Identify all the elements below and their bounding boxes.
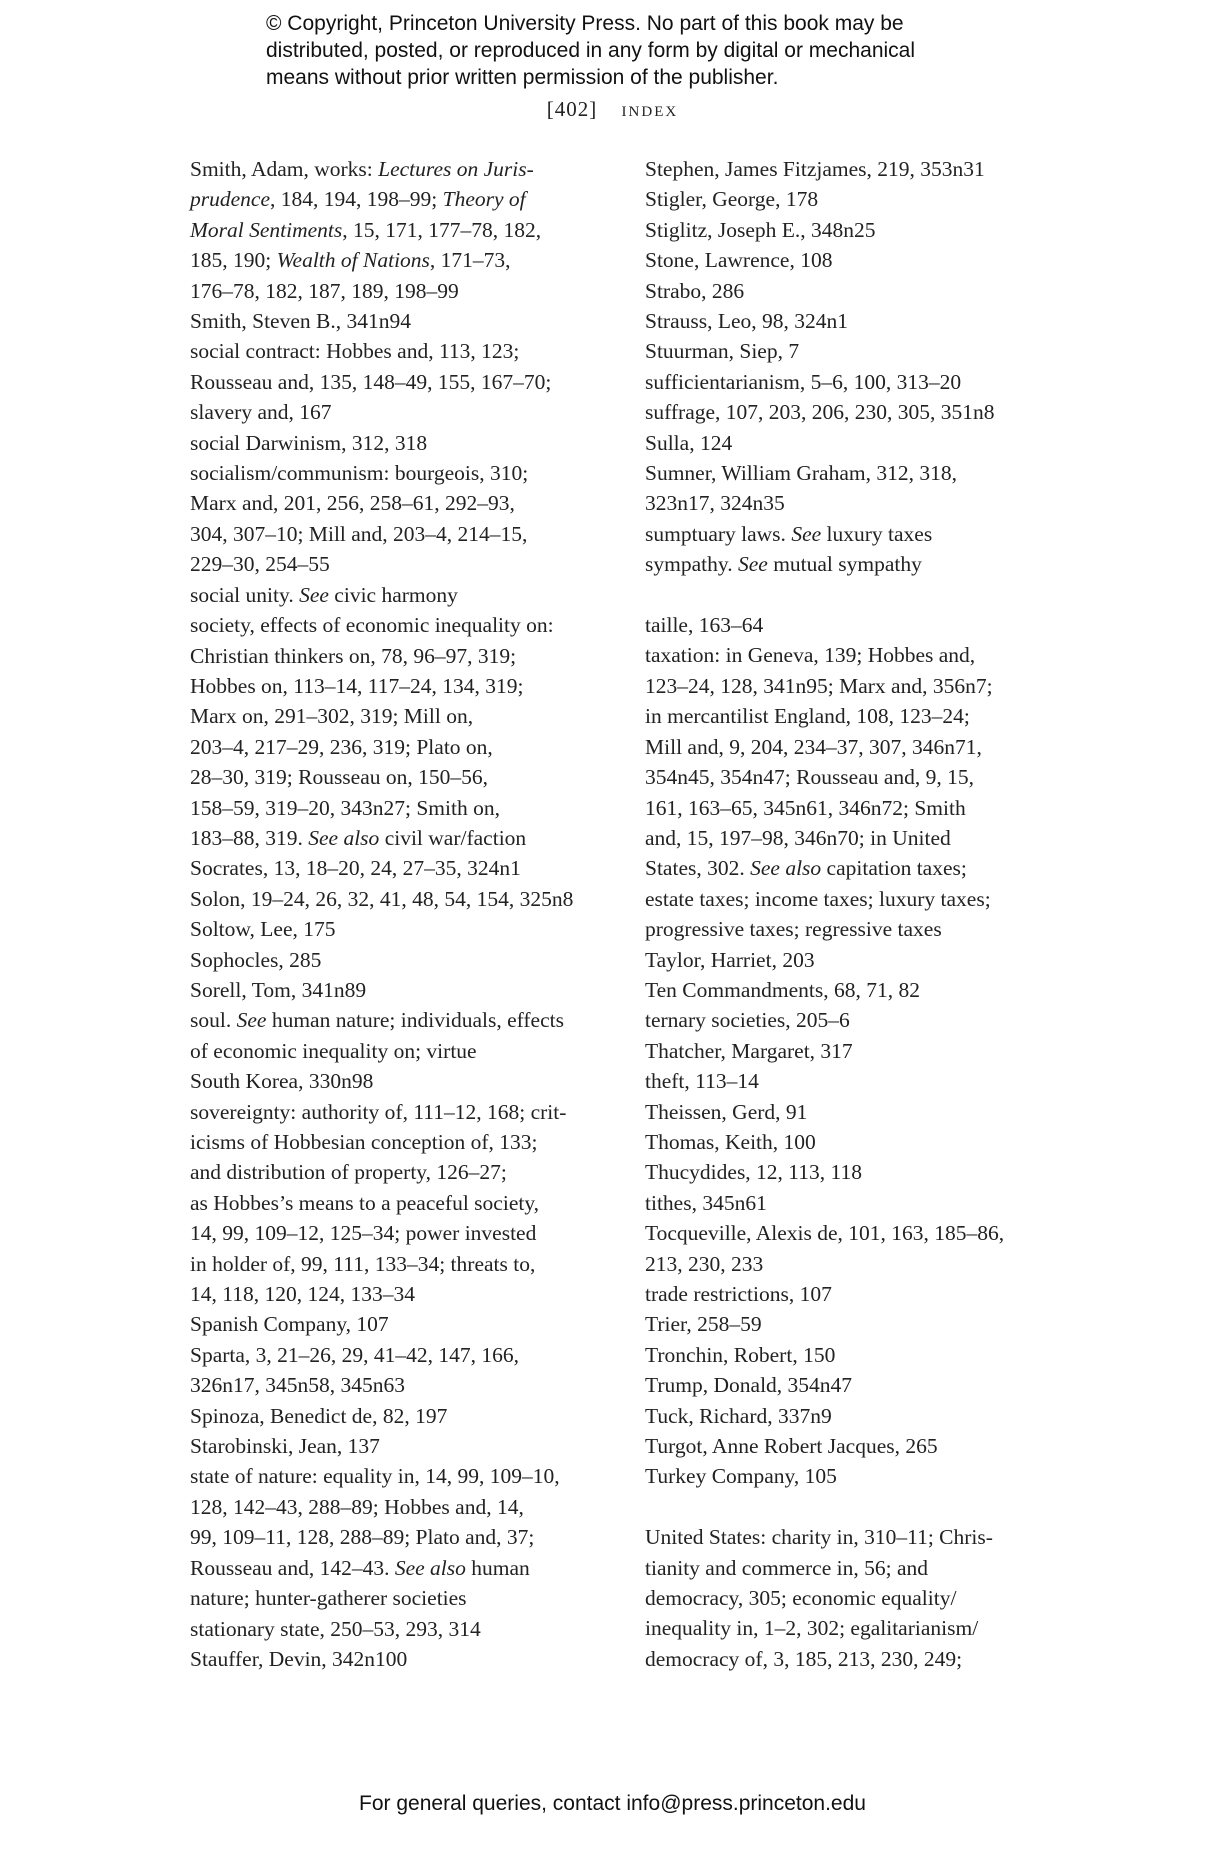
index-text: luxury taxes xyxy=(821,521,933,546)
index-text: social unity. xyxy=(190,582,300,607)
index-text: 158–59, 319–20, 343n27; Smith on, xyxy=(190,795,500,820)
index-entry-line xyxy=(645,184,1065,214)
index-text: in mercantilist England, 108, 123–24; xyxy=(645,704,970,729)
index-text: 123–24, 128, 341n95; Marx and, 356n7; xyxy=(645,673,993,698)
index-entry-line xyxy=(190,1340,610,1370)
index-text: trade restrictions, 107 xyxy=(645,1282,832,1307)
index-entry-line xyxy=(190,580,610,610)
index-entry-line xyxy=(190,245,610,275)
index-italic-text: See also xyxy=(750,856,822,881)
index-text: tithes, 345n61 xyxy=(645,1190,767,1215)
index-entry-line xyxy=(190,1279,610,1309)
index-text: , 184, 194, 198–99; xyxy=(270,187,443,212)
index-entry-line xyxy=(645,975,1065,1005)
index-entry-line xyxy=(645,732,1065,762)
index-text: civic harmony xyxy=(328,582,458,607)
index-entry-line xyxy=(645,276,1065,306)
index-text: inequality in, 1–2, 302; egalitarianism/ xyxy=(645,1616,979,1641)
index-text: South Korea, 330n98 xyxy=(190,1069,374,1094)
index-text: Stephen, James Fitzjames, 219, 353n31 xyxy=(645,157,985,181)
index-text: Thucydides, 12, 113, 118 xyxy=(645,1160,862,1185)
index-text: Tocqueville, Alexis de, 101, 163, 185–86, xyxy=(645,1221,1005,1246)
index-entry-line xyxy=(645,1340,1065,1370)
index-entry xyxy=(190,884,610,914)
index-entry-line xyxy=(645,1613,1065,1643)
index-entry-line xyxy=(645,428,1065,458)
index-text: state of nature: equality in, 14, 99, 109–10, xyxy=(190,1464,560,1489)
index-entry-line xyxy=(645,1157,1065,1187)
running-head xyxy=(0,97,1225,122)
index-entry-line xyxy=(190,488,610,518)
index-entry xyxy=(645,184,1065,214)
index-text: and distribution of property, 126–27; xyxy=(190,1160,507,1185)
index-text: Stuurman, Siep, 7 xyxy=(645,339,800,364)
index-entry-line xyxy=(190,1097,610,1127)
index-entry-line xyxy=(190,519,610,549)
index-text: , 171–73, xyxy=(429,248,511,273)
index-text: suffrage, 107, 203, 206, 230, 305, 351n8 xyxy=(645,400,995,425)
index-entry-line xyxy=(645,245,1065,275)
index-text: Stauffer, Devin, 342n100 xyxy=(190,1646,408,1671)
index-entry xyxy=(645,306,1065,336)
index-text: Starobinski, Jean, 137 xyxy=(190,1434,380,1459)
index-text: Tronchin, Robert, 150 xyxy=(645,1342,836,1367)
index-entry xyxy=(190,154,610,306)
index-entry xyxy=(645,1522,1065,1674)
index-entry-line xyxy=(645,488,1065,518)
index-entry-line xyxy=(190,215,610,245)
index-text: 161, 163–65, 345n61, 346n72; Smith xyxy=(645,795,966,820)
index-text: society, effects of economic inequality on: xyxy=(190,613,554,638)
index-text: tianity and commerce in, 56; and xyxy=(645,1555,928,1580)
index-text: 323n17, 324n35 xyxy=(645,491,785,516)
index-entry xyxy=(645,1066,1065,1096)
index-entry-line xyxy=(190,549,610,579)
index-entry xyxy=(645,1127,1065,1157)
index-entry-line xyxy=(645,853,1065,883)
index-text: Sumner, William Graham, 312, 318, xyxy=(645,461,957,486)
index-entry xyxy=(645,154,1065,184)
index-text: taille, 163–64 xyxy=(645,613,764,638)
index-text: soul. xyxy=(190,1008,237,1033)
index-text: 304, 307–10; Mill and, 203–4, 214–15, xyxy=(190,521,528,546)
index-text: icisms of Hobbesian conception of, 133; xyxy=(190,1130,538,1154)
index-entry-line xyxy=(190,1249,610,1279)
index-entry xyxy=(645,549,1065,579)
index-entry-line xyxy=(645,1553,1065,1583)
index-entry-line xyxy=(645,1066,1065,1096)
index-entry-line xyxy=(190,945,610,975)
index-entry xyxy=(645,458,1065,519)
index-entry-line xyxy=(190,1461,610,1491)
index-entry-line xyxy=(190,1066,610,1096)
index-text: sufficientarianism, 5–6, 100, 313–20 xyxy=(645,369,962,394)
index-text: Sophocles, 285 xyxy=(190,947,322,972)
index-entry xyxy=(645,640,1065,944)
index-entry-line xyxy=(645,1036,1065,1066)
index-entry xyxy=(645,1218,1065,1279)
index-entry-line xyxy=(190,306,610,336)
index-entry-line xyxy=(645,306,1065,336)
index-entry xyxy=(645,610,1065,640)
index-entry-line xyxy=(645,1309,1065,1339)
index-italic-text: Lectures on Juris- xyxy=(378,157,534,181)
index-italic-text: See also xyxy=(394,1555,466,1580)
index-entry-line xyxy=(190,1309,610,1339)
index-entry xyxy=(190,914,610,944)
index-text: 213, 230, 233 xyxy=(645,1251,764,1276)
index-entry xyxy=(190,1097,610,1310)
index-entry-line xyxy=(190,276,610,306)
index-italic-text: Moral Sentiments xyxy=(190,217,343,242)
index-text: , 15, 171, 177–78, 182, xyxy=(342,217,542,242)
index-entry-line xyxy=(190,1553,610,1583)
index-entry xyxy=(645,1309,1065,1339)
index-entry-line xyxy=(645,671,1065,701)
index-text: as Hobbes’s means to a peaceful society, xyxy=(190,1190,540,1215)
index-entry xyxy=(645,1005,1065,1035)
index-entry xyxy=(645,945,1065,975)
index-text: Tuck, Richard, 337n9 xyxy=(645,1403,832,1428)
index-text: social Darwinism, 312, 318 xyxy=(190,430,428,455)
index-italic-text: Theory of xyxy=(442,187,526,212)
index-text: taxation: in Geneva, 139; Hobbes and, xyxy=(645,643,976,668)
index-entry-line xyxy=(645,610,1065,640)
index-italic-text: Wealth of Nations xyxy=(276,248,430,273)
index-text: States, 302. xyxy=(645,856,751,881)
index-entry-line xyxy=(645,1188,1065,1218)
index-italic-text: prudence xyxy=(190,187,270,212)
index-entry-line xyxy=(190,1036,610,1066)
index-entry-line xyxy=(190,458,610,488)
index-entry-line xyxy=(190,732,610,762)
index-entry-line xyxy=(190,1492,610,1522)
index-entry xyxy=(645,1097,1065,1127)
index-entry-line xyxy=(190,1401,610,1431)
index-entry-line xyxy=(190,1127,610,1157)
index-entry-line xyxy=(190,975,610,1005)
index-entry-line xyxy=(190,1157,610,1187)
index-column-right xyxy=(645,154,1065,1674)
index-entry-line xyxy=(645,1522,1065,1552)
index-text: United States: charity in, 310–11; Chris- xyxy=(645,1525,993,1550)
index-text: Strauss, Leo, 98, 324n1 xyxy=(645,309,849,334)
index-entry-line xyxy=(645,884,1065,914)
index-entry-line xyxy=(190,1522,610,1552)
index-entry-line xyxy=(645,1431,1065,1461)
index-entry xyxy=(645,336,1065,366)
index-entry xyxy=(190,1005,610,1066)
index-text: Rousseau and, 135, 148–49, 155, 167–70; xyxy=(190,369,552,394)
index-entry-line xyxy=(190,701,610,731)
index-entry-line xyxy=(645,762,1065,792)
index-entry-line xyxy=(645,519,1065,549)
index-entry xyxy=(645,1157,1065,1187)
index-text: estate taxes; income taxes; luxury taxes; xyxy=(645,886,991,911)
index-text: Trump, Donald, 354n47 xyxy=(645,1373,853,1398)
index-text: 14, 99, 109–12, 125–34; power invested xyxy=(190,1221,537,1246)
index-text: Thatcher, Margaret, 317 xyxy=(645,1038,853,1063)
index-entry-line xyxy=(190,853,610,883)
index-text: human nature; individuals, effects xyxy=(266,1008,564,1033)
index-entry-line xyxy=(645,701,1065,731)
index-entry xyxy=(645,1188,1065,1218)
index-entry xyxy=(645,428,1065,458)
index-entry-line xyxy=(190,1370,610,1400)
index-entry-line xyxy=(645,1005,1065,1035)
index-text: democracy, 305; economic equality/ xyxy=(645,1586,957,1611)
index-entry-line xyxy=(645,154,1065,184)
index-entry xyxy=(190,1066,610,1096)
index-entry-line xyxy=(190,428,610,458)
index-text: theft, 113–14 xyxy=(645,1069,759,1094)
index-entry xyxy=(190,580,610,610)
index-text: capitation taxes; xyxy=(821,856,967,881)
index-entry-line xyxy=(190,336,610,366)
index-text: and, 15, 197–98, 346n70; in United xyxy=(645,825,951,850)
index-text: Rousseau and, 142–43. xyxy=(190,1555,395,1580)
index-entry xyxy=(645,1036,1065,1066)
index-text: Socrates, 13, 18–20, 24, 27–35, 324n1 xyxy=(190,856,521,881)
index-text: 28–30, 319; Rousseau on, 150–56, xyxy=(190,765,489,790)
index-entry-line xyxy=(190,762,610,792)
index-entry xyxy=(645,1279,1065,1309)
index-text: Spanish Company, 107 xyxy=(190,1312,389,1337)
index-entry-line xyxy=(645,1644,1065,1674)
index-text: Spinoza, Benedict de, 82, 197 xyxy=(190,1403,448,1428)
index-entry-line xyxy=(190,397,610,427)
index-entry xyxy=(645,367,1065,397)
index-entry xyxy=(190,1461,610,1613)
index-entry-line xyxy=(645,1097,1065,1127)
index-entry-line xyxy=(645,458,1065,488)
index-entry xyxy=(190,1401,610,1431)
index-text: slavery and, 167 xyxy=(190,400,332,425)
index-entry-line xyxy=(190,1644,610,1674)
index-entry-line xyxy=(645,914,1065,944)
index-entry-line xyxy=(645,1401,1065,1431)
index-text: democracy of, 3, 185, 213, 230, 249; xyxy=(645,1646,963,1671)
index-text: Turgot, Anne Robert Jacques, 265 xyxy=(645,1434,938,1459)
index-entry-line xyxy=(645,823,1065,853)
footer-contact: For general queries, contact info@press.princeton.edu xyxy=(359,1792,866,1815)
index-text: ternary societies, 205–6 xyxy=(645,1008,850,1033)
index-entry-line xyxy=(645,1218,1065,1248)
copyright-line: means without prior written permission of the publisher. xyxy=(266,66,779,89)
index-column-left xyxy=(190,154,610,1674)
index-text: 99, 109–11, 128, 288–89; Plato and, 37; xyxy=(190,1525,535,1550)
index-entry xyxy=(190,1309,610,1339)
copyright-line: © Copyright, Princeton University Press. No part of this book may be xyxy=(266,12,904,35)
index-text: sumptuary laws. xyxy=(645,521,792,546)
index-text: Smith, Adam, works: xyxy=(190,157,379,181)
index-entry xyxy=(190,1431,610,1461)
index-text: 229–30, 254–55 xyxy=(190,552,330,577)
index-entry-line xyxy=(645,945,1065,975)
index-entry-line xyxy=(645,1127,1065,1157)
index-italic-text: See xyxy=(299,582,329,607)
index-entry-line xyxy=(645,397,1065,427)
index-entry-line xyxy=(190,184,610,214)
section-title: index xyxy=(621,97,679,121)
index-entry-line xyxy=(190,367,610,397)
index-entry-line xyxy=(645,1249,1065,1279)
index-text: 183–88, 319. xyxy=(190,825,309,850)
index-entry xyxy=(645,519,1065,549)
index-entry-line xyxy=(190,641,610,671)
index-entry-line xyxy=(190,154,610,184)
index-text: social contract: Hobbes and, 113, 123; xyxy=(190,339,520,364)
index-text: Sparta, 3, 21–26, 29, 41–42, 147, 166, xyxy=(190,1342,520,1367)
index-text: Taylor, Harriet, 203 xyxy=(645,947,815,972)
copyright-notice xyxy=(266,10,1026,91)
index-entry xyxy=(645,215,1065,245)
index-entry xyxy=(190,610,610,853)
index-entry-line xyxy=(190,793,610,823)
index-entry-line xyxy=(645,1583,1065,1613)
index-letter-gap xyxy=(645,1492,1065,1522)
index-entry-line xyxy=(190,914,610,944)
index-entry-line xyxy=(645,215,1065,245)
index-letter-gap xyxy=(645,580,1065,610)
index-text: Strabo, 286 xyxy=(645,278,745,303)
index-text: Hobbes on, 113–14, 117–24, 134, 319; xyxy=(190,673,524,698)
index-text: human xyxy=(465,1555,530,1580)
index-text: Christian thinkers on, 78, 96–97, 319; xyxy=(190,643,517,668)
index-entry xyxy=(190,1614,610,1644)
index-entry xyxy=(645,1401,1065,1431)
index-text: Marx on, 291–302, 319; Mill on, xyxy=(190,704,474,729)
index-text: 185, 190; xyxy=(190,248,277,273)
index-text: 128, 142–43, 288–89; Hobbes and, 14, xyxy=(190,1494,524,1519)
index-entry xyxy=(645,397,1065,427)
index-text: Stiglitz, Joseph E., 348n25 xyxy=(645,217,876,242)
index-entry xyxy=(190,458,610,580)
index-entry-line xyxy=(645,640,1065,670)
index-text: sovereignty: authority of, 111–12, 168; crit- xyxy=(190,1099,567,1124)
index-entry xyxy=(645,1431,1065,1461)
copyright-line: distributed, posted, or reproduced in any form by digital or mechanical xyxy=(266,39,916,62)
index-text: Sorell, Tom, 341n89 xyxy=(190,977,367,1002)
index-entry-line xyxy=(190,1188,610,1218)
index-text: Solon, 19–24, 26, 32, 41, 48, 54, 154, 325n8 xyxy=(190,886,574,911)
index-text: nature; hunter-gatherer societies xyxy=(190,1586,467,1611)
index-italic-text: See xyxy=(737,552,768,577)
index-text: 176–78, 182, 187, 189, 198–99 xyxy=(190,278,459,303)
index-text: 203–4, 217–29, 236, 319; Plato on, xyxy=(190,734,493,759)
index-entry-line xyxy=(645,549,1065,579)
index-entry xyxy=(645,245,1065,275)
index-entry-line xyxy=(190,1583,610,1613)
index-entry-line xyxy=(190,823,610,853)
index-text: civil war/faction xyxy=(379,825,527,850)
index-text: 326n17, 345n58, 345n63 xyxy=(190,1373,405,1398)
index-text: socialism/communism: bourgeois, 310; xyxy=(190,461,529,486)
index-text: Turkey Company, 105 xyxy=(645,1464,837,1489)
index-entry xyxy=(190,1340,610,1401)
index-entry xyxy=(645,975,1065,1005)
index-text: Trier, 258–59 xyxy=(645,1312,762,1337)
index-text: Sulla, 124 xyxy=(645,430,733,455)
index-text: Stigler, George, 178 xyxy=(645,187,819,212)
index-entry-line xyxy=(190,1218,610,1248)
index-entry-line xyxy=(645,1461,1065,1491)
index-text: Mill and, 9, 204, 234–37, 307, 346n71, xyxy=(645,734,982,759)
index-text: Theissen, Gerd, 91 xyxy=(645,1099,808,1124)
index-entry xyxy=(190,1644,610,1674)
index-entry-line xyxy=(190,1614,610,1644)
index-entry xyxy=(645,1461,1065,1491)
index-entry-line xyxy=(645,1370,1065,1400)
index-entry-line xyxy=(645,336,1065,366)
index-italic-text: See xyxy=(791,521,822,546)
index-entry-line xyxy=(645,1279,1065,1309)
index-entry-line xyxy=(190,671,610,701)
index-entry xyxy=(645,1340,1065,1370)
index-text: Marx and, 201, 256, 258–61, 292–93, xyxy=(190,491,515,516)
index-entry-line xyxy=(190,1005,610,1035)
index-text: 14, 118, 120, 124, 133–34 xyxy=(190,1282,415,1307)
index-text: Soltow, Lee, 175 xyxy=(190,917,336,942)
page-number: [402] xyxy=(546,97,598,121)
index-italic-text: See xyxy=(236,1008,267,1033)
index-entry-line xyxy=(190,884,610,914)
index-entry xyxy=(190,945,610,975)
index-text: sympathy. xyxy=(645,552,738,577)
index-entry xyxy=(645,276,1065,306)
index-entry-line xyxy=(645,793,1065,823)
index-entry-line xyxy=(645,367,1065,397)
index-entry-line xyxy=(190,1431,610,1461)
index-text: stationary state, 250–53, 293, 314 xyxy=(190,1616,481,1641)
index-text: 354n45, 354n47; Rousseau and, 9, 15, xyxy=(645,765,975,790)
index-entry xyxy=(190,975,610,1005)
index-text: Ten Commandments, 68, 71, 82 xyxy=(645,977,920,1002)
index-text: Stone, Lawrence, 108 xyxy=(645,248,833,273)
index-text: Smith, Steven B., 341n94 xyxy=(190,309,411,334)
index-entry xyxy=(645,1370,1065,1400)
index-text: of economic inequality on; virtue xyxy=(190,1038,477,1063)
index-entry xyxy=(190,428,610,458)
index-entry xyxy=(190,306,610,336)
index-text: Thomas, Keith, 100 xyxy=(645,1129,816,1154)
index-text: progressive taxes; regressive taxes xyxy=(645,917,942,942)
index-entry-line xyxy=(190,610,610,640)
index-italic-text: See also xyxy=(308,825,380,850)
index-entry xyxy=(190,336,610,427)
index-entry xyxy=(190,853,610,883)
index-text: mutual sympathy xyxy=(767,552,922,577)
index-text: in holder of, 99, 111, 133–34; threats to, xyxy=(190,1251,536,1276)
